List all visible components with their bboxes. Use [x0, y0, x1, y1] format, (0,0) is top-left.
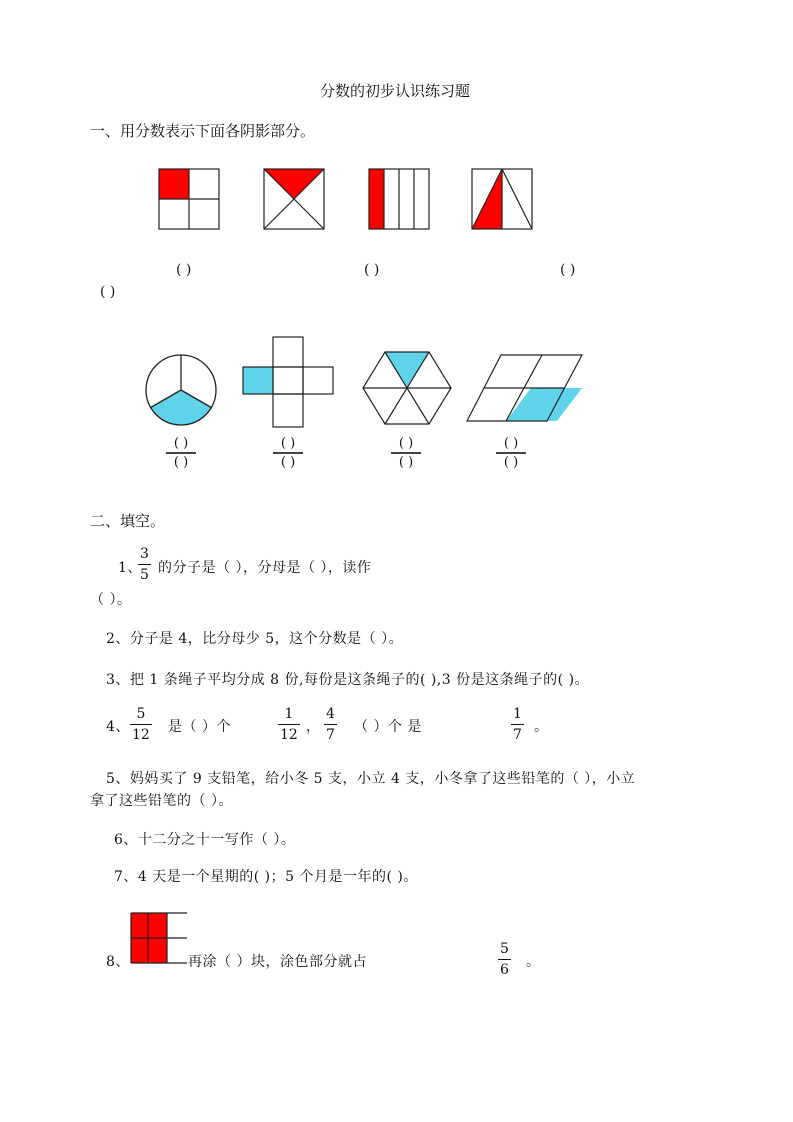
- fraction-bar: [511, 724, 524, 725]
- question-8-end: 。: [526, 954, 541, 970]
- fraction-bar: [273, 452, 303, 454]
- question-1-fraction: [138, 545, 151, 584]
- figure-cross-net: [242, 336, 334, 428]
- question-5-line-2: 拿了这些铅笔的（ ）。: [90, 793, 233, 809]
- numerator: 5: [500, 941, 509, 957]
- question-4-prefix: 4、: [106, 719, 130, 735]
- figure-square-quarters: [158, 168, 220, 230]
- figure-square-triangle: [471, 168, 533, 230]
- figure-square-diagonals: [263, 168, 325, 230]
- blank-denominator[interactable]: ( ): [173, 455, 189, 470]
- answer-slot-1[interactable]: ( ): [176, 262, 192, 278]
- blank-denominator[interactable]: ( ): [503, 455, 519, 470]
- denominator: 5: [140, 567, 149, 583]
- blank-fraction-2[interactable]: [271, 436, 305, 470]
- question-8-fraction: [498, 940, 511, 979]
- numerator: 1: [284, 706, 294, 722]
- question-4-text-2: ，: [306, 719, 321, 735]
- question-6: 6、十二分之十一写作（ ）。: [114, 832, 296, 848]
- blank-numerator[interactable]: ( ): [398, 436, 414, 451]
- page-title: 分数的初步认识练习题: [320, 82, 471, 100]
- fraction-bar: [391, 452, 421, 454]
- answer-slot-2[interactable]: ( ): [364, 262, 380, 278]
- question-4-fraction-2: [278, 705, 300, 744]
- numerator: 1: [513, 706, 522, 722]
- answer-slot-4[interactable]: ( ): [100, 284, 116, 300]
- question-4-fraction-1: [130, 705, 152, 744]
- fraction-bar: [130, 724, 152, 725]
- fraction-bar: [496, 452, 526, 454]
- question-3: 3、把 1 条绳子平均分成 8 份,每份是这条绳子的( ),3 份是这条绳子的( )。: [106, 672, 590, 688]
- answer-slot-3[interactable]: ( ): [560, 262, 576, 278]
- blank-fraction-4[interactable]: [494, 436, 528, 470]
- figure-hexagon: [362, 350, 452, 426]
- figure-parallelogram: [466, 354, 584, 424]
- question-4-fraction-3: [324, 705, 337, 744]
- question-4-text-1: 是（ ）个: [168, 719, 231, 735]
- question-4-fraction-4: [511, 705, 524, 744]
- question-4-text-3: （ ）个 是: [354, 719, 422, 735]
- numerator: 3: [140, 546, 149, 562]
- question-2: 2、分子是 4，比分母少 5，这个分数是（ ）。: [106, 631, 404, 647]
- question-8-text: 再涂（ ）块，涂色部分就占: [188, 954, 367, 970]
- figure-circle-thirds: [144, 353, 218, 427]
- denominator: 7: [326, 727, 335, 743]
- fraction-bar: [166, 452, 196, 454]
- section-1-heading: 一、用分数表示下面各阴影部分。: [90, 122, 316, 140]
- question-5-line-1: 5、妈妈买了 9 支铅笔，给小冬 5 支，小立 4 支，小冬拿了这些铅笔的（ ），小立: [106, 771, 636, 787]
- blank-fraction-1[interactable]: [164, 436, 198, 470]
- fraction-bar: [278, 724, 300, 725]
- blank-denominator[interactable]: ( ): [398, 455, 414, 470]
- question-8-prefix: 8、: [106, 954, 130, 970]
- denominator: 6: [500, 962, 509, 978]
- denominator: 7: [513, 727, 522, 743]
- section-2-heading: 二、填空。: [90, 512, 166, 530]
- figure-square-strips: [368, 168, 430, 230]
- question-8-grid: [130, 912, 188, 964]
- blank-denominator[interactable]: ( ): [280, 455, 296, 470]
- question-1-text: 的分子是（ ），分母是（ ），读作: [158, 560, 372, 576]
- fraction-bar: [324, 724, 337, 725]
- question-1-prefix: 1、: [118, 560, 142, 576]
- question-4-text-4: 。: [534, 719, 549, 735]
- blank-fraction-3[interactable]: [389, 436, 423, 470]
- numerator: 4: [326, 706, 335, 722]
- numerator: 5: [136, 706, 146, 722]
- fraction-bar: [138, 564, 151, 565]
- blank-numerator[interactable]: ( ): [173, 436, 189, 451]
- blank-numerator[interactable]: ( ): [280, 436, 296, 451]
- denominator: 12: [132, 727, 150, 743]
- blank-numerator[interactable]: ( ): [503, 436, 519, 451]
- fraction-bar: [498, 959, 511, 960]
- question-7: 7、4 天是一个星期的( )；5 个月是一年的( )。: [114, 869, 418, 885]
- denominator: 12: [280, 727, 298, 743]
- question-1-line2: （ ）。: [90, 592, 132, 608]
